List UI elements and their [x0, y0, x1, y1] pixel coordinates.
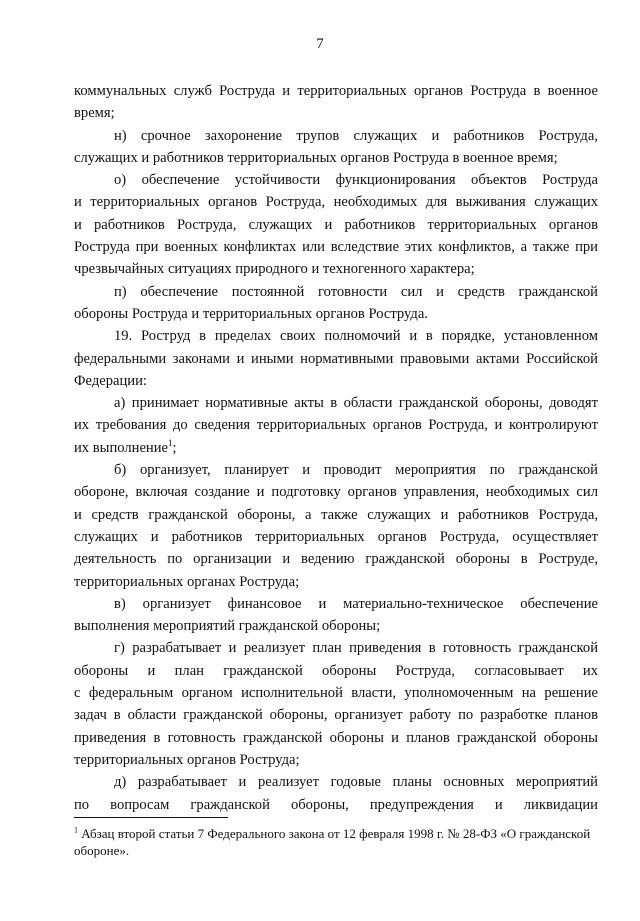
footnote: [74, 825, 604, 859]
body-text: [74, 80, 598, 816]
page-number: 7: [316, 36, 324, 52]
text-line: г) разрабатывает и реализует план приведения в готовность гражданской: [114, 640, 598, 657]
text-line: территориальных органов Роструда;: [74, 751, 300, 768]
text-line: федеральными законами и иными нормативными правовыми актами Российской: [74, 350, 598, 367]
text-line: и работников Роструда, служащих и работников территориальных органов: [74, 216, 598, 233]
text-line: и территориальных органов Роструда, необходимых для выживания служащих: [74, 194, 598, 211]
footnote-reference: 1: [168, 437, 173, 448]
footnote-line: обороне».: [74, 843, 130, 858]
text-line: чрезвычайных ситуациях природного и техногенного характера;: [74, 261, 475, 278]
text-line: Федерации:: [74, 372, 147, 389]
text-line: обороны и план гражданской обороны Роструда, согласовывает их: [74, 662, 598, 679]
footnote-text: Абзац второй статьи 7 Федерального закона от 12 февраля 1998 г. № 28-ФЗ «О гражданской: [81, 826, 591, 841]
text-line: б) организует, планирует и проводит мероприятия по гражданской: [114, 462, 598, 479]
text-line: Роструда при военных конфликтах или вследствие этих конфликтов, а также при: [74, 239, 598, 256]
text-line: их требования до сведения территориальных органов Роструда, и контролируют: [74, 417, 598, 434]
text-line: а) принимает нормативные акты в области гражданской обороны, доводят: [114, 395, 598, 412]
text-span: ;: [172, 439, 177, 456]
text-line: п) обеспечение постоянной готовности сил и средств гражданской: [114, 283, 598, 300]
text-line: в) организует финансовое и материально-техническое обеспечение: [114, 595, 598, 612]
text-line: деятельность по организации и ведению гражданской обороны в Роструде,: [74, 551, 598, 568]
text-line: время;: [74, 105, 115, 122]
text-line: задач в области гражданской обороны, организует работу по разработке планов: [74, 707, 598, 724]
text-line: о) обеспечение устойчивости функционирования объектов Роструда: [114, 172, 598, 189]
text-span: их выполнение: [74, 439, 169, 456]
footnote-marker: 1: [74, 825, 78, 835]
text-line: 19. Роструд в пределах своих полномочий и в порядке, установленном: [114, 328, 598, 345]
footnote-divider: [74, 817, 228, 818]
text-line: н) срочное захоронение трупов служащих и работников Роструда,: [114, 127, 598, 144]
text-line: обороны Роструда и территориальных органов Роструда.: [74, 305, 428, 322]
text-line: д) разрабатывает и реализует годовые планы основных мероприятий: [114, 774, 598, 791]
text-line: [74, 437, 598, 459]
text-line: служащих и работников территориальных органов Роструда в военное время;: [74, 149, 558, 166]
footnote-line: [74, 825, 604, 842]
text-line: обороне, включая создание и подготовку органов управления, необходимых сил: [74, 484, 598, 501]
text-line: коммунальных служб Роструда и территориальных органов Роструда в военное: [74, 83, 598, 99]
text-line: с федеральным органом исполнительной власти, уполномоченным на решение: [74, 685, 598, 702]
text-line: служащих и работников территориальных органов Роструда, осуществляет: [74, 528, 598, 545]
text-line: по вопросам гражданской обороны, предупреждения и ликвидации: [74, 796, 598, 813]
text-line: выполнения мероприятий гражданской обороны;: [74, 618, 381, 635]
text-line: приведения в готовность гражданской обороны и планов гражданской обороны: [74, 729, 598, 746]
text-line: территориальных органах Роструда;: [74, 573, 300, 590]
text-line: и средств гражданской обороны, а также служащих и работников Роструда,: [74, 506, 598, 523]
